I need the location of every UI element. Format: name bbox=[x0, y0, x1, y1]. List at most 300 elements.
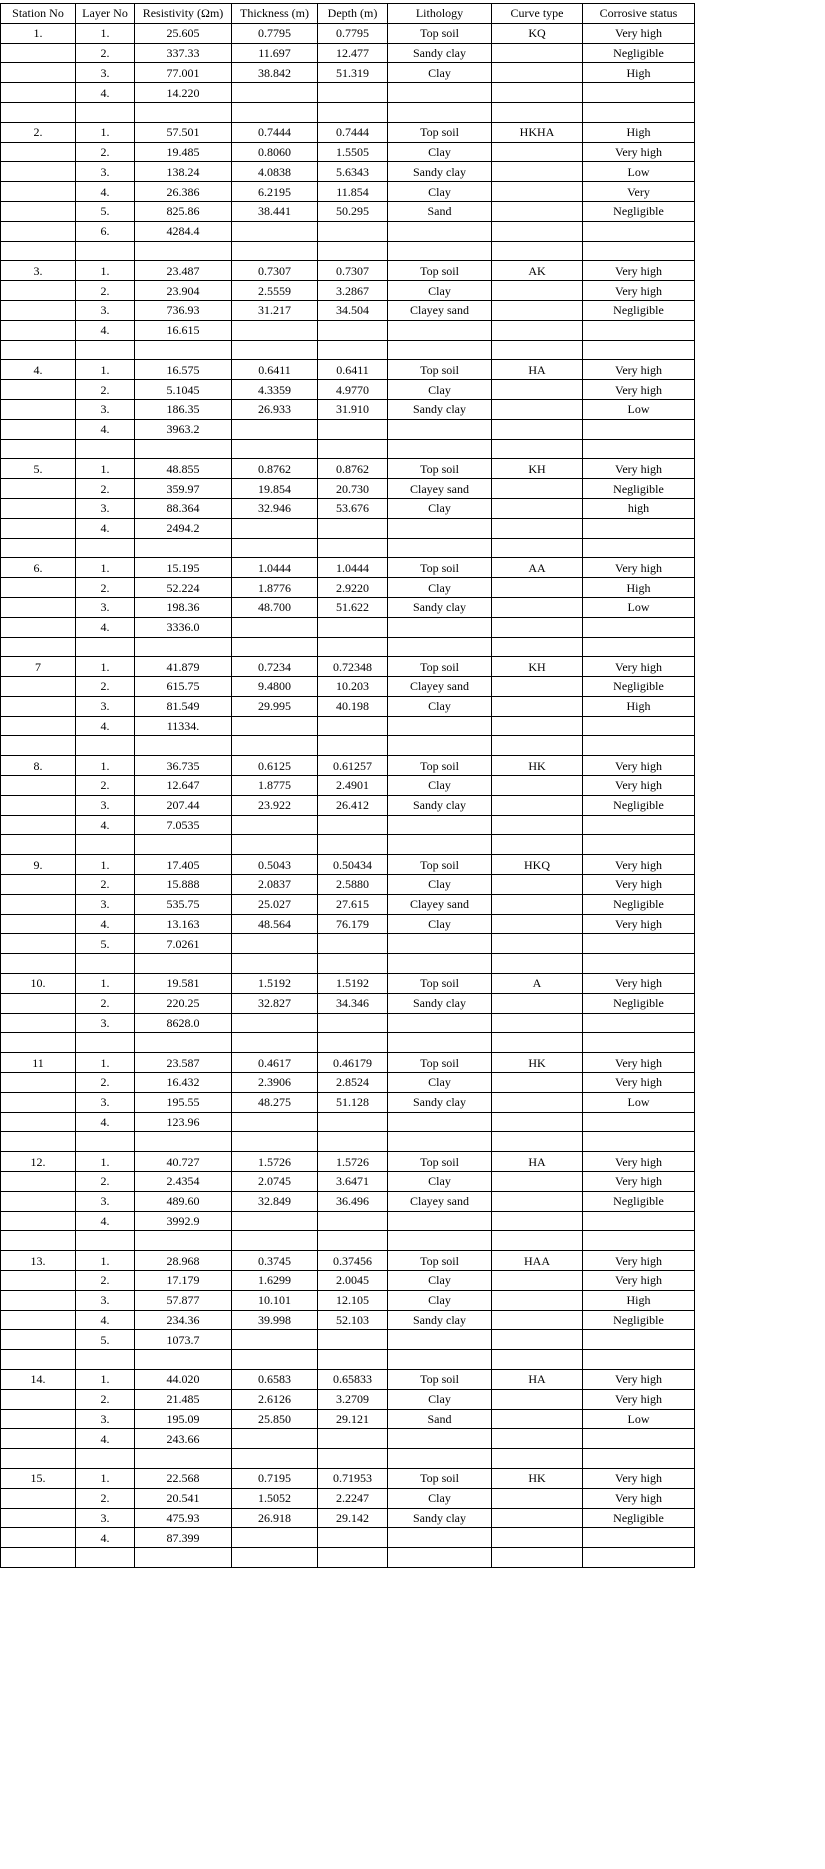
resistivity-cell: 736.93 bbox=[135, 300, 232, 320]
lithology-cell: Clay bbox=[388, 281, 492, 301]
table-row bbox=[1, 419, 695, 439]
layer-cell: 1. bbox=[76, 360, 135, 380]
layer-cell: 3. bbox=[76, 1290, 135, 1310]
layer-cell: 4. bbox=[76, 419, 135, 439]
table-row bbox=[1, 1468, 695, 1488]
curve-type-cell bbox=[492, 1112, 583, 1132]
empty-cell bbox=[232, 439, 318, 459]
lithology-cell bbox=[388, 1330, 492, 1350]
empty-cell bbox=[583, 736, 695, 756]
thickness-cell bbox=[232, 518, 318, 538]
station-cell: 13. bbox=[1, 1251, 76, 1271]
empty-cell bbox=[1, 1548, 76, 1568]
curve-type-cell bbox=[492, 617, 583, 637]
layer-cell: 5. bbox=[76, 934, 135, 954]
resistivity-cell: 234.36 bbox=[135, 1310, 232, 1330]
thickness-cell: 23.922 bbox=[232, 795, 318, 815]
spacer-row bbox=[1, 835, 695, 855]
thickness-cell: 0.7795 bbox=[232, 23, 318, 43]
empty-cell bbox=[318, 1548, 388, 1568]
empty-cell bbox=[492, 954, 583, 974]
depth-cell: 0.37456 bbox=[318, 1251, 388, 1271]
curve-type-cell bbox=[492, 934, 583, 954]
lithology-cell: Clay bbox=[388, 875, 492, 895]
spacer-row bbox=[1, 340, 695, 360]
layer-cell: 4. bbox=[76, 320, 135, 340]
depth-cell: 36.496 bbox=[318, 1191, 388, 1211]
empty-cell bbox=[135, 538, 232, 558]
layer-cell: 2. bbox=[76, 1172, 135, 1192]
station-cell bbox=[1, 518, 76, 538]
table-row bbox=[1, 894, 695, 914]
resistivity-cell: 2.4354 bbox=[135, 1172, 232, 1192]
curve-type-cell bbox=[492, 1528, 583, 1548]
table-row bbox=[1, 1528, 695, 1548]
curve-type-cell bbox=[492, 201, 583, 221]
station-cell bbox=[1, 419, 76, 439]
curve-type-cell bbox=[492, 83, 583, 103]
empty-cell bbox=[232, 241, 318, 261]
lithology-cell: Clay bbox=[388, 63, 492, 83]
thickness-cell: 0.8762 bbox=[232, 459, 318, 479]
depth-cell bbox=[318, 518, 388, 538]
empty-cell bbox=[583, 538, 695, 558]
table-row bbox=[1, 558, 695, 578]
empty-cell bbox=[1, 954, 76, 974]
empty-cell bbox=[388, 1231, 492, 1251]
empty-cell bbox=[76, 1231, 135, 1251]
depth-cell: 3.6471 bbox=[318, 1172, 388, 1192]
resistivity-cell: 243.66 bbox=[135, 1429, 232, 1449]
resistivity-cell: 15.888 bbox=[135, 875, 232, 895]
depth-cell: 11.854 bbox=[318, 182, 388, 202]
lithology-cell: Clay bbox=[388, 1290, 492, 1310]
station-cell: 9. bbox=[1, 855, 76, 875]
thickness-cell bbox=[232, 1528, 318, 1548]
curve-type-cell bbox=[492, 597, 583, 617]
layer-cell: 5. bbox=[76, 201, 135, 221]
corrosive-status-cell: Negligible bbox=[583, 43, 695, 63]
depth-cell bbox=[318, 617, 388, 637]
table-row bbox=[1, 815, 695, 835]
table-row bbox=[1, 1409, 695, 1429]
table-row bbox=[1, 1330, 695, 1350]
lithology-cell: Clay bbox=[388, 1271, 492, 1291]
thickness-cell bbox=[232, 320, 318, 340]
table-row bbox=[1, 716, 695, 736]
resistivity-cell: 11334. bbox=[135, 716, 232, 736]
corrosive-status-cell: Negligible bbox=[583, 677, 695, 697]
thickness-cell: 1.5052 bbox=[232, 1488, 318, 1508]
lithology-cell: Sandy clay bbox=[388, 162, 492, 182]
resistivity-cell: 17.405 bbox=[135, 855, 232, 875]
curve-type-cell bbox=[492, 1290, 583, 1310]
station-cell bbox=[1, 1330, 76, 1350]
layer-cell: 3. bbox=[76, 1013, 135, 1033]
table-row bbox=[1, 300, 695, 320]
resistivity-cell: 3336.0 bbox=[135, 617, 232, 637]
depth-cell: 1.5726 bbox=[318, 1152, 388, 1172]
empty-cell bbox=[318, 340, 388, 360]
station-cell: 11 bbox=[1, 1053, 76, 1073]
layer-cell: 1. bbox=[76, 1468, 135, 1488]
curve-type-cell bbox=[492, 300, 583, 320]
empty-cell bbox=[76, 241, 135, 261]
header-thickness: Thickness (m) bbox=[232, 4, 318, 24]
table-row bbox=[1, 43, 695, 63]
corrosive-status-cell: Very high bbox=[583, 380, 695, 400]
resistivity-cell: 13.163 bbox=[135, 914, 232, 934]
empty-cell bbox=[76, 1033, 135, 1053]
corrosive-status-cell: Very high bbox=[583, 914, 695, 934]
empty-cell bbox=[318, 102, 388, 122]
table-row bbox=[1, 399, 695, 419]
empty-cell bbox=[318, 439, 388, 459]
corrosive-status-cell: Negligible bbox=[583, 993, 695, 1013]
thickness-cell: 31.217 bbox=[232, 300, 318, 320]
resistivity-cell: 1073.7 bbox=[135, 1330, 232, 1350]
layer-cell: 3. bbox=[76, 1191, 135, 1211]
empty-cell bbox=[135, 340, 232, 360]
depth-cell: 53.676 bbox=[318, 498, 388, 518]
thickness-cell: 0.6411 bbox=[232, 360, 318, 380]
depth-cell: 76.179 bbox=[318, 914, 388, 934]
station-cell bbox=[1, 162, 76, 182]
resistivity-cell: 3963.2 bbox=[135, 419, 232, 439]
curve-type-cell bbox=[492, 479, 583, 499]
corrosive-status-cell bbox=[583, 83, 695, 103]
station-cell bbox=[1, 914, 76, 934]
empty-cell bbox=[583, 1132, 695, 1152]
empty-cell bbox=[135, 1231, 232, 1251]
empty-cell bbox=[388, 637, 492, 657]
station-cell bbox=[1, 380, 76, 400]
depth-cell bbox=[318, 320, 388, 340]
lithology-cell bbox=[388, 518, 492, 538]
empty-cell bbox=[318, 241, 388, 261]
lithology-cell: Sandy clay bbox=[388, 1508, 492, 1528]
curve-type-cell bbox=[492, 1429, 583, 1449]
station-cell bbox=[1, 1271, 76, 1291]
layer-cell: 3. bbox=[76, 300, 135, 320]
empty-cell bbox=[492, 340, 583, 360]
depth-cell: 1.0444 bbox=[318, 558, 388, 578]
header-lithology: Lithology bbox=[388, 4, 492, 24]
empty-cell bbox=[318, 1449, 388, 1469]
thickness-cell bbox=[232, 221, 318, 241]
empty-cell bbox=[135, 241, 232, 261]
layer-cell: 3. bbox=[76, 162, 135, 182]
depth-cell: 29.121 bbox=[318, 1409, 388, 1429]
empty-cell bbox=[76, 637, 135, 657]
curve-type-cell: KH bbox=[492, 657, 583, 677]
thickness-cell: 38.842 bbox=[232, 63, 318, 83]
empty-cell bbox=[388, 1350, 492, 1370]
station-cell bbox=[1, 1073, 76, 1093]
resistivity-cell: 2494.2 bbox=[135, 518, 232, 538]
layer-cell: 4. bbox=[76, 1310, 135, 1330]
layer-cell: 4. bbox=[76, 83, 135, 103]
curve-type-cell bbox=[492, 1271, 583, 1291]
depth-cell: 29.142 bbox=[318, 1508, 388, 1528]
station-cell bbox=[1, 597, 76, 617]
station-cell bbox=[1, 776, 76, 796]
lithology-cell: Sand bbox=[388, 1409, 492, 1429]
corrosive-status-cell: Very high bbox=[583, 23, 695, 43]
table-row bbox=[1, 914, 695, 934]
resistivity-cell: 17.179 bbox=[135, 1271, 232, 1291]
empty-cell bbox=[232, 538, 318, 558]
table-row bbox=[1, 578, 695, 598]
header-layer-no: Layer No bbox=[76, 4, 135, 24]
lithology-cell bbox=[388, 1112, 492, 1132]
empty-cell bbox=[583, 1449, 695, 1469]
empty-cell bbox=[1, 1033, 76, 1053]
empty-cell bbox=[388, 1449, 492, 1469]
table-row bbox=[1, 1290, 695, 1310]
empty-cell bbox=[232, 1033, 318, 1053]
resistivity-cell: 220.25 bbox=[135, 993, 232, 1013]
depth-cell bbox=[318, 716, 388, 736]
empty-cell bbox=[76, 439, 135, 459]
empty-cell bbox=[76, 835, 135, 855]
empty-cell bbox=[1, 340, 76, 360]
curve-type-cell bbox=[492, 43, 583, 63]
corrosive-status-cell: Very high bbox=[583, 756, 695, 776]
curve-type-cell bbox=[492, 142, 583, 162]
layer-cell: 4. bbox=[76, 815, 135, 835]
layer-cell: 1. bbox=[76, 756, 135, 776]
table-row bbox=[1, 875, 695, 895]
curve-type-cell bbox=[492, 399, 583, 419]
layer-cell: 1. bbox=[76, 558, 135, 578]
curve-type-cell bbox=[492, 1508, 583, 1528]
empty-cell bbox=[583, 835, 695, 855]
thickness-cell: 32.827 bbox=[232, 993, 318, 1013]
table-row bbox=[1, 320, 695, 340]
layer-cell: 4. bbox=[76, 1112, 135, 1132]
station-cell: 6. bbox=[1, 558, 76, 578]
empty-cell bbox=[135, 439, 232, 459]
table-row bbox=[1, 1013, 695, 1033]
lithology-cell bbox=[388, 934, 492, 954]
empty-cell bbox=[583, 954, 695, 974]
depth-cell: 50.295 bbox=[318, 201, 388, 221]
curve-type-cell bbox=[492, 1191, 583, 1211]
depth-cell: 27.615 bbox=[318, 894, 388, 914]
depth-cell: 0.7444 bbox=[318, 122, 388, 142]
table-row bbox=[1, 1508, 695, 1528]
corrosive-status-cell: Negligible bbox=[583, 1508, 695, 1528]
table-row bbox=[1, 83, 695, 103]
corrosive-status-cell: Very high bbox=[583, 974, 695, 994]
table-row bbox=[1, 677, 695, 697]
depth-cell bbox=[318, 1330, 388, 1350]
empty-cell bbox=[232, 340, 318, 360]
corrosive-status-cell: Very high bbox=[583, 1389, 695, 1409]
curve-type-cell bbox=[492, 696, 583, 716]
station-cell bbox=[1, 182, 76, 202]
header-row bbox=[1, 4, 695, 24]
corrosive-status-cell: Low bbox=[583, 1409, 695, 1429]
table-row bbox=[1, 1172, 695, 1192]
lithology-cell: Sand bbox=[388, 201, 492, 221]
curve-type-cell bbox=[492, 1409, 583, 1429]
empty-cell bbox=[318, 538, 388, 558]
empty-cell bbox=[388, 835, 492, 855]
empty-cell bbox=[135, 1548, 232, 1568]
corrosive-status-cell: Very high bbox=[583, 558, 695, 578]
table-body bbox=[1, 23, 695, 1567]
lithology-cell: Top soil bbox=[388, 360, 492, 380]
resistivity-cell: 88.364 bbox=[135, 498, 232, 518]
thickness-cell: 0.7444 bbox=[232, 122, 318, 142]
station-cell bbox=[1, 1389, 76, 1409]
layer-cell: 4. bbox=[76, 1429, 135, 1449]
depth-cell: 0.6411 bbox=[318, 360, 388, 380]
empty-cell bbox=[232, 1548, 318, 1568]
resistivity-cell: 5.1045 bbox=[135, 380, 232, 400]
layer-cell: 2. bbox=[76, 578, 135, 598]
resistivity-cell: 57.501 bbox=[135, 122, 232, 142]
lithology-cell: Top soil bbox=[388, 1369, 492, 1389]
layer-cell: 3. bbox=[76, 1092, 135, 1112]
table-row bbox=[1, 657, 695, 677]
spacer-row bbox=[1, 1231, 695, 1251]
table-row bbox=[1, 1310, 695, 1330]
lithology-cell: Top soil bbox=[388, 23, 492, 43]
empty-cell bbox=[1, 538, 76, 558]
lithology-cell: Clay bbox=[388, 1488, 492, 1508]
lithology-cell bbox=[388, 1211, 492, 1231]
curve-type-cell bbox=[492, 716, 583, 736]
empty-cell bbox=[388, 439, 492, 459]
depth-cell: 0.65833 bbox=[318, 1369, 388, 1389]
corrosive-status-cell bbox=[583, 716, 695, 736]
thickness-cell: 2.0837 bbox=[232, 875, 318, 895]
table-row bbox=[1, 1112, 695, 1132]
depth-cell: 2.9220 bbox=[318, 578, 388, 598]
empty-cell bbox=[232, 1231, 318, 1251]
lithology-cell: Clay bbox=[388, 1172, 492, 1192]
depth-cell: 2.4901 bbox=[318, 776, 388, 796]
resistivity-cell: 12.647 bbox=[135, 776, 232, 796]
table-row bbox=[1, 696, 695, 716]
layer-cell: 1. bbox=[76, 23, 135, 43]
empty-cell bbox=[388, 1132, 492, 1152]
resistivity-cell: 16.615 bbox=[135, 320, 232, 340]
empty-cell bbox=[492, 637, 583, 657]
resistivity-cell: 8628.0 bbox=[135, 1013, 232, 1033]
station-cell: 10. bbox=[1, 974, 76, 994]
curve-type-cell bbox=[492, 1488, 583, 1508]
curve-type-cell bbox=[492, 1092, 583, 1112]
table-row bbox=[1, 182, 695, 202]
corrosive-status-cell: Very high bbox=[583, 776, 695, 796]
lithology-cell: Top soil bbox=[388, 1152, 492, 1172]
thickness-cell bbox=[232, 1330, 318, 1350]
station-cell bbox=[1, 479, 76, 499]
thickness-cell: 2.5559 bbox=[232, 281, 318, 301]
empty-cell bbox=[492, 439, 583, 459]
curve-type-cell bbox=[492, 815, 583, 835]
station-cell bbox=[1, 1310, 76, 1330]
lithology-cell bbox=[388, 83, 492, 103]
curve-type-cell bbox=[492, 578, 583, 598]
corrosive-status-cell: Very high bbox=[583, 1152, 695, 1172]
empty-cell bbox=[492, 736, 583, 756]
lithology-cell bbox=[388, 1528, 492, 1548]
station-cell: 7 bbox=[1, 657, 76, 677]
lithology-cell: Clay bbox=[388, 696, 492, 716]
corrosive-status-cell: Very high bbox=[583, 1271, 695, 1291]
header-depth: Depth (m) bbox=[318, 4, 388, 24]
lithology-cell: Clay bbox=[388, 776, 492, 796]
empty-cell bbox=[492, 1132, 583, 1152]
resistivity-cell: 186.35 bbox=[135, 399, 232, 419]
curve-type-cell bbox=[492, 677, 583, 697]
curve-type-cell bbox=[492, 221, 583, 241]
lithology-cell: Sandy clay bbox=[388, 795, 492, 815]
thickness-cell bbox=[232, 83, 318, 103]
corrosive-status-cell: Negligible bbox=[583, 201, 695, 221]
empty-cell bbox=[492, 1033, 583, 1053]
thickness-cell: 2.0745 bbox=[232, 1172, 318, 1192]
depth-cell bbox=[318, 1211, 388, 1231]
lithology-cell: Clay bbox=[388, 1073, 492, 1093]
table-row bbox=[1, 617, 695, 637]
depth-cell bbox=[318, 1429, 388, 1449]
layer-cell: 4. bbox=[76, 716, 135, 736]
resistivity-cell: 7.0535 bbox=[135, 815, 232, 835]
empty-cell bbox=[76, 538, 135, 558]
layer-cell: 2. bbox=[76, 43, 135, 63]
resistivity-cell: 825.86 bbox=[135, 201, 232, 221]
resistivity-cell: 23.587 bbox=[135, 1053, 232, 1073]
empty-cell bbox=[135, 637, 232, 657]
station-cell bbox=[1, 83, 76, 103]
lithology-cell bbox=[388, 716, 492, 736]
table-row bbox=[1, 993, 695, 1013]
station-cell: 2. bbox=[1, 122, 76, 142]
layer-cell: 6. bbox=[76, 221, 135, 241]
station-cell: 5. bbox=[1, 459, 76, 479]
depth-cell: 1.5505 bbox=[318, 142, 388, 162]
spacer-row bbox=[1, 439, 695, 459]
corrosive-status-cell: Very high bbox=[583, 657, 695, 677]
empty-cell bbox=[492, 1449, 583, 1469]
empty-cell bbox=[135, 736, 232, 756]
thickness-cell: 32.946 bbox=[232, 498, 318, 518]
curve-type-cell: HK bbox=[492, 1468, 583, 1488]
empty-cell bbox=[492, 1231, 583, 1251]
depth-cell: 0.71953 bbox=[318, 1468, 388, 1488]
resistivity-cell: 26.386 bbox=[135, 182, 232, 202]
resistivity-cell: 15.195 bbox=[135, 558, 232, 578]
empty-cell bbox=[135, 1132, 232, 1152]
empty-cell bbox=[135, 835, 232, 855]
depth-cell: 20.730 bbox=[318, 479, 388, 499]
empty-cell bbox=[492, 538, 583, 558]
layer-cell: 4. bbox=[76, 1211, 135, 1231]
layer-cell: 2. bbox=[76, 479, 135, 499]
corrosive-status-cell: High bbox=[583, 63, 695, 83]
thickness-cell: 6.2195 bbox=[232, 182, 318, 202]
corrosive-status-cell: Very high bbox=[583, 142, 695, 162]
depth-cell: 0.7307 bbox=[318, 261, 388, 281]
depth-cell: 12.477 bbox=[318, 43, 388, 63]
table-row bbox=[1, 498, 695, 518]
